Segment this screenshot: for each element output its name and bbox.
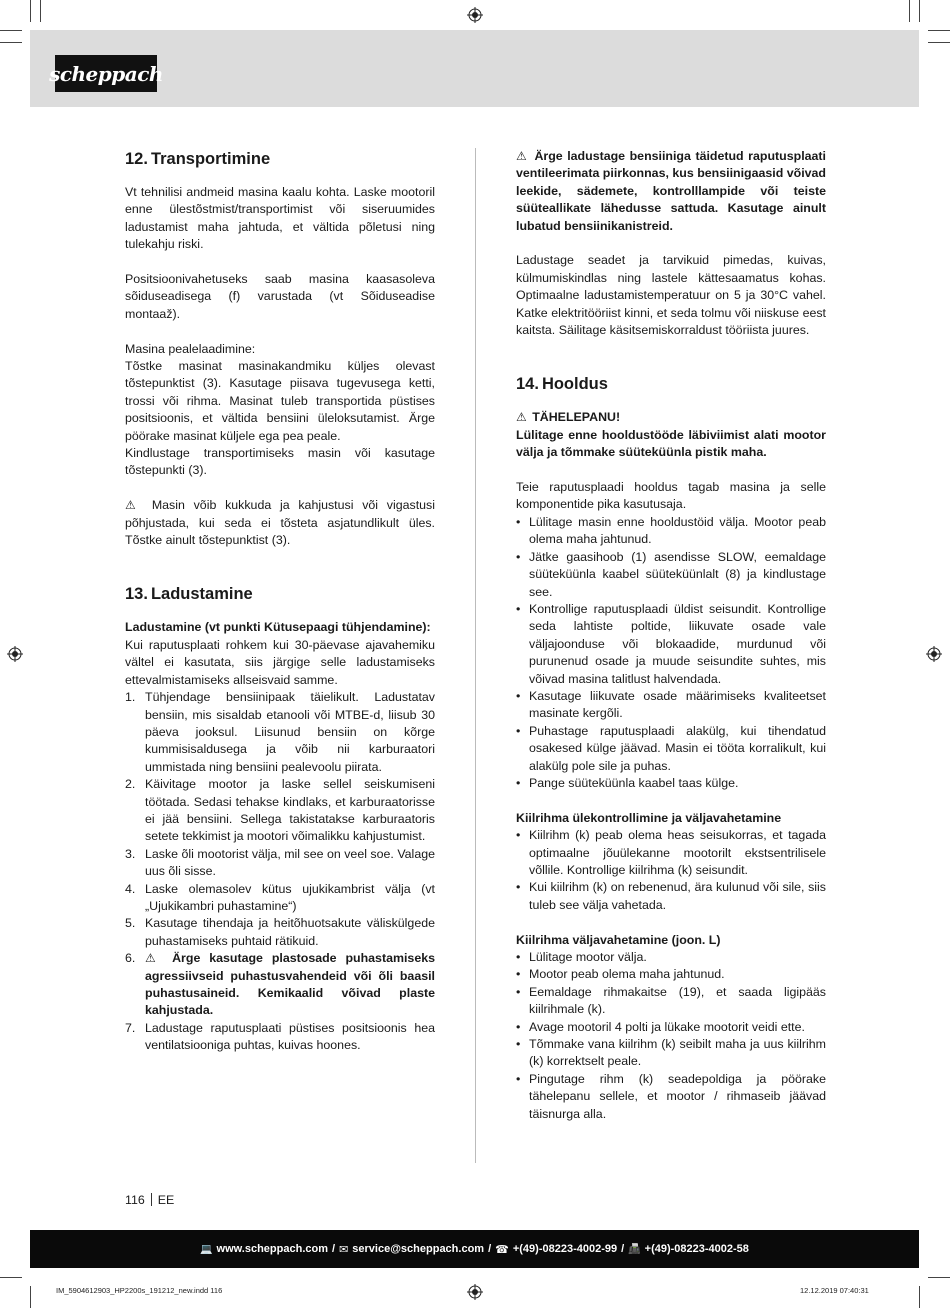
crop-mark [928, 30, 950, 31]
list-item: • Kontrollige raputusplaadi üldist seisundit. Kontrollige seda lahtiste poltide, liikuvate osade vale väljajoonduse või blokaadide, murdunud või purunenud osade ja muude seisundite suhtes, mis võivad masina talitlust halvendada. [516, 601, 826, 686]
column-divider [475, 148, 476, 1163]
warning-paragraph: ⚠ Masin võib kukkuda ja kahjustusi või vigastusi põhjustada, kui seda ei tõsteta asjatundlikult üles. Tõstke ainult tõstepunktist (3). [125, 498, 435, 548]
email-link[interactable]: service@scheppach.com [352, 1243, 485, 1255]
crop-mark [928, 42, 950, 43]
crop-mark [0, 30, 22, 31]
phone-icon: ☎ [495, 1243, 509, 1256]
paragraph: Teie raputusplaadi hooldus tagab masina ja selle komponentide pika kasutusaja. [516, 480, 826, 512]
crop-mark [928, 1277, 950, 1278]
crop-mark [30, 0, 31, 22]
section-14-heading: 14. Hooldus [516, 375, 608, 394]
warning-paragraph: ⚠ Ärge ladustage bensiiniga täidetud raputusplaati ventileerimata piirkonnas, kus bensiinigaasid võivad leekide, sädemete, kontrolllampide või teiste süüteallikate lähedusse sattuda. Kasutage ainult lubatud bensiinikanistreid. [516, 149, 826, 233]
belt-check-list [516, 827, 826, 914]
right-column [516, 148, 826, 1123]
list-item: • Puhastage raputusplaadi alakülg, kui tihendatud osakesed külge jäävad. Masin ei tööta korralikult, kui alakülg pole sile ja puhas. [516, 723, 826, 773]
list-item: 1. Tühjendage bensiinipaak täielikult. Ladustatav bensiin, mis sisaldab etanooli või MTBE-d, liisub 30 päeva jooksul. Liisunud bensiin on kõrge kummisisaldusega ja võib nii karburaatori ummistada ning bensiini pealevoolu piirata. [125, 690, 435, 774]
registration-mark-icon [7, 646, 23, 662]
list-item: • Tõmmake vana kiilrihm (k) seibilt maha ja uus kiilrihm (k) korrektselt peale. [516, 1037, 826, 1069]
list-item: • Jätke gaasihoob (1) asendisse SLOW, eemaldage süüteküünla kaabel süüteküünlalt (8) ja kindlustage see. [516, 549, 826, 599]
fax-icon: 📠 [628, 1243, 641, 1255]
warning-icon: ⚠ [145, 951, 162, 966]
list-item: • Kiilrihm (k) peab olema heas seisukorras, et tagada optimaalne jõuülekanne mootorilt ekstsentrilisele võllile. Kontrollige kiilrihma (k) seisundit. [516, 828, 826, 877]
list-item: • Pingutage rihm (k) seadepoldiga ja pöörake tähelepanu sellele, et mootor / rihmaseib jäävad täisnurga alla. [516, 1071, 826, 1121]
header-band [30, 30, 919, 107]
registration-mark-icon [467, 7, 483, 23]
subheading: Ladustamine (vt punkti Kütusepaagi tühjendamine): [125, 620, 431, 635]
list-item: • Kui kiilrihm (k) on rebenenud, ära kulunud või sile, siis tuleb see välja vahetada. [516, 880, 826, 912]
crop-mark [919, 0, 920, 22]
paragraph: Tõstke masinat masinakandmiku küljes olevast tõstepunktist (3). Kasutage piisava tugevusega ketti, trossi või rihma. Masinat tuleb transportida püstises positsioonis, et vältida bensiini üleloksutamist. Ärge pöörake masinat küljele ega pea peale. [125, 359, 435, 443]
left-column [125, 148, 435, 1055]
phone-number: +(49)-08223-4002-99 [512, 1243, 618, 1255]
list-item: 7. Ladustage raputusplaati püstises positsioonis hea ventilatsiooniga puhtas, kuivas hoones. [125, 1020, 435, 1053]
list-item: • Eemaldage rihmakaitse (19), et saada ligipääs kiilrihmale (k). [516, 984, 826, 1017]
paragraph: Ladustage seadet ja tarvikuid pimedas, kuivas, külmumiskindlas ning lastele kättesaamatus kohas. Optimaalne ladustamistemperatuur on 5 ja 30°C vahel. Katke elektritööriist kinni, et seda tolmu või niiskuse eest kaitsta. Säilitage käsitsemiskorraldust tööriista juures. [516, 253, 826, 338]
subheading: Kiilrihma väljavahetamine (joon. L) [516, 932, 721, 947]
registration-mark-icon [467, 1284, 483, 1300]
list-item: • Mootor peab olema maha jahtunud. [516, 967, 725, 982]
list-item: • Kasutage liikuvate osade määrimiseks kvaliteetset masinate kergõli. [516, 688, 826, 721]
crop-mark [0, 1277, 22, 1278]
paragraph: Masina pealelaadimine: [125, 341, 256, 356]
list-item: 6. ⚠ Ärge kasutage plastosade puhastamiseks agressiivseid puhastusvahendeid või õli baasil puhastusaineid. Kemikaalid võivad plaste kahjustada. [125, 951, 435, 1018]
paragraph: Kui raputusplaati rohkem kui 30-päevase ajavahemiku vältel ei kasutata, siis järgige selle ladustamiseks ettevalmistamiseks allseisvaid samme. [125, 637, 435, 687]
list-item: 3. Laske õli mootorist välja, mil see on veel soe. Valage uus õli sisse. [125, 846, 435, 879]
registration-mark-icon [926, 646, 942, 662]
website-link[interactable]: www.scheppach.com [216, 1243, 328, 1255]
paragraph: Vt tehnilisi andmeid masina kaalu kohta. Laske mootoril enne ülestõstmist/transportimist või siseruumides ladustamist maha jahtuda, et vältida põletusi ning tulekahju riski. [125, 185, 435, 252]
storage-steps-list [125, 689, 435, 1055]
warning-icon: ⚠ [125, 498, 142, 513]
paragraph: Kindlustage transportimiseks masin või kasutage tõstepunkti (3). [125, 446, 435, 478]
page-number: 116 EE [125, 1193, 175, 1207]
crop-mark [919, 1286, 920, 1308]
computer-icon: 💻 [200, 1243, 213, 1255]
crop-mark [30, 1286, 31, 1308]
subheading: Kiilrihma ülekontrollimine ja väljavahetamine [516, 810, 782, 825]
crop-mark [909, 0, 910, 22]
mail-icon: ✉ [339, 1243, 349, 1256]
fax-number: +(49)-08223-4002-58 [644, 1243, 749, 1255]
list-item: • Lülitage mootor välja. [516, 950, 647, 964]
list-item: • Pange süüteküünla kaabel taas külge. [516, 775, 739, 790]
section-12-heading: 12. Transportimine [125, 150, 271, 168]
list-item: • Avage mootoril 4 polti ja lükake mootorit veidi ette. [516, 1019, 805, 1034]
crop-mark [0, 42, 22, 43]
list-item: • Lülitage masin enne hooldustöid välja. Mootor peab olema maha jahtunud. [516, 514, 826, 547]
contact-bar: 💻 www.scheppach.com / ✉ service@scheppach.com / ☎ +(49)-08223-4002-99 / 📠 +(49)-08223-4002-58 [30, 1230, 919, 1268]
paragraph: Positsioonivahetuseks saab masina kaasasoleva sõiduseadisega (f) varustada (vt Sõiduseadise montaaž). [125, 272, 435, 321]
imprint-file: IM_5904612903_HP2200s_191212_new.indd 116 [56, 1286, 223, 1295]
section-13-heading: 13. Ladustamine [125, 585, 253, 604]
attention-label: ⚠ TÄHELEPANU! [516, 410, 621, 425]
list-item: 5. Kasutage tihendaja ja heitõhuotsakute väliskülgede puhastamiseks puhtaid rätikuid. [125, 916, 435, 948]
list-item: 4. Laske olemasolev kütus ujukikambrist välja (vt „Ujukikambri puhastamine“) [125, 881, 435, 913]
warning-icon: ⚠ [516, 410, 527, 425]
list-item: 2. Käivitage mootor ja laske sellel seiskumiseni töötada. Sedasi tehakse kindlaks, et karburaatorisse ei jää bensiini. Sellega takistatakse karburaatoris setete tekkimist ja mootori võimalikku kahjustumist. [125, 777, 435, 844]
attention-text: Lülitage enne hooldustööde läbiviimist alati mootor välja ja tõmmake süüteküünla pistik maha. [516, 427, 826, 460]
imprint-date: 12.12.2019 07:40:31 [800, 1286, 869, 1295]
crop-mark [40, 0, 41, 22]
warning-icon: ⚠ [516, 149, 528, 163]
belt-replace-list [516, 949, 826, 1123]
brand-logo: scheppach [55, 55, 157, 92]
maintenance-list [516, 514, 826, 793]
